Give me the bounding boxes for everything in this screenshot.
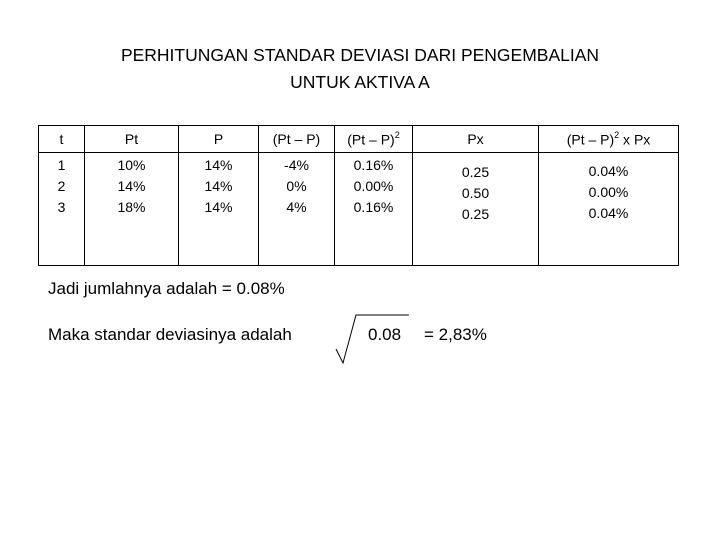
column-t <box>39 153 85 266</box>
table-cell: 0.04% <box>588 163 629 179</box>
superscript-2: 2 <box>614 129 620 140</box>
column-pt-minus-p-squared <box>335 153 413 266</box>
header-p: P <box>179 126 259 153</box>
superscript-2: 2 <box>394 129 400 140</box>
header-t: t <box>39 126 85 153</box>
table-cell: 1 <box>57 157 66 173</box>
table-cell: 0.00% <box>588 184 629 200</box>
header-pt-minus-p-squared-base: (Pt – P) <box>347 131 395 148</box>
table-cell: -4% <box>284 157 309 173</box>
table-cell: 10% <box>117 157 146 173</box>
table-cell: 0.25 <box>461 164 490 180</box>
table-cell: 0.16% <box>353 199 394 215</box>
table-header-row <box>39 126 679 153</box>
table-body-row <box>39 153 679 266</box>
table-cell: 14% <box>204 178 233 194</box>
column-pt-minus-p <box>259 153 335 266</box>
header-pt: Pt <box>85 126 179 153</box>
table-cell: 3 <box>57 199 66 215</box>
page-title <box>0 42 720 96</box>
table-cell: 14% <box>204 199 233 215</box>
title-line-1: PERHITUNGAN STANDAR DEVIASI DARI PENGEMBALIAN <box>120 45 600 65</box>
radicand-value: 0.08 <box>368 325 402 344</box>
column-p <box>179 153 259 266</box>
sum-text: Jadi jumlahnya adalah = 0.08% <box>48 279 285 298</box>
header-product-base: (Pt – P) <box>566 131 615 148</box>
std-dev-table <box>38 125 679 266</box>
title-line-2: UNTUK AKTIVA A <box>290 72 430 92</box>
std-dev-label: Maka standar deviasinya adalah <box>48 325 292 344</box>
column-product <box>539 153 679 266</box>
table-cell: 18% <box>117 199 146 215</box>
table-cell: 0.00% <box>353 178 394 194</box>
header-px: Px <box>413 126 539 153</box>
table-cell: 14% <box>117 178 146 194</box>
column-px <box>413 153 539 266</box>
table-cell: 14% <box>204 157 233 173</box>
table-cell: 4% <box>286 199 307 215</box>
table-cell: 2 <box>57 178 66 194</box>
column-pt <box>85 153 179 266</box>
table-cell: 0% <box>286 178 307 194</box>
std-dev-result: = 2,83% <box>424 325 487 344</box>
header-pt-minus-p-squared <box>335 126 413 153</box>
table-cell: 0.50 <box>461 185 490 201</box>
table-cell: 0.16% <box>353 157 394 173</box>
table-cell: 0.25 <box>461 206 490 222</box>
header-pt-minus-p: (Pt – P) <box>259 126 335 153</box>
header-product-suffix: x Px <box>619 131 651 148</box>
table-cell: 0.04% <box>588 205 629 221</box>
header-product <box>539 126 679 153</box>
